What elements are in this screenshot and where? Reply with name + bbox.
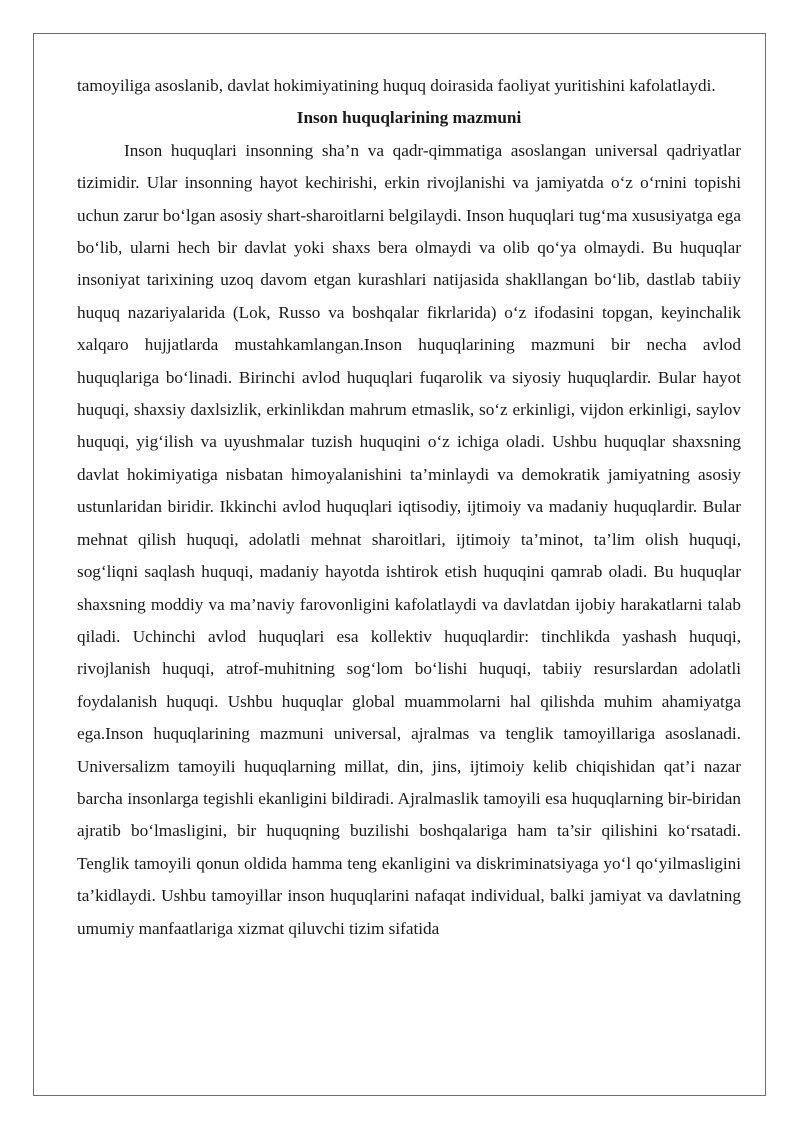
body-paragraph: Inson huquqlari insonning sha’n va qadr-qimmatiga asoslangan universal qadriyatlar tizimidir. Ular insonning hayot kechirishi, erkin rivojlanishi va jamiyatda o‘z o‘rnini topishi uchun zarur bo‘lgan asosiy shart-sharoitlarni belgilaydi. Inson huquqlari tug‘ma xususiyatga ega bo‘lib, ularni hech bir davlat yoki shaxs bera olmaydi va olib qo‘ya olmaydi. Bu huquqlar insoniyat tarixining uzoq davom etgan kurashlari natijasida shakllangan bo‘lib, dastlab tabiiy huquq nazariyalarida (Lok, Russo va boshqalar fikrlarida) o‘z ifodasini topgan, keyinchalik xalqaro hujjatlarda mustahkamlangan.Inson huquqlarining mazmuni bir necha avlod huquqlariga bo‘linadi. Birinchi avlod huquqlari fuqarolik va siyosiy huquqlardir. Bular hayot huquqi, shaxsiy daxlsizlik, erkinlikdan mahrum etmaslik, so‘z erkinligi, vijdon erkinligi, saylov huquqi, yig‘ilish va uyushmalar tuzish huquqini o‘z ichiga oladi. Ushbu huquqlar shaxsning davlat hokimiyatiga nisbatan himoyalanishini ta’minlaydi va demokratik jamiyatning asosiy ustunlaridan biridir. Ikkinchi avlod huquqlari iqtisodiy, ijtimoiy va madaniy huquqlardir. Bular mehnat qilish huquqi, adolatli mehnat sharoitlari, ijtimoiy ta’minot, ta’lim olish huquqi, sog‘liqni saqlash huquqi, madaniy hayotda ishtirok etish huquqini qamrab oladi. Bu huquqlar shaxsning moddiy va ma’naviy farovonligini kafolatlaydi va davlatdan ijobiy harakatlarni talab qiladi. Uchinchi avlod huquqlari esa kollektiv huquqlardir: tinchlikda yashash huquqi, rivojlanish huquqi, atrof-muhitning sog‘lom bo‘lishi huquqi, tabiiy resurslardan adolatli foydalanish huquqi. Ushbu huquqlar global muammolarni hal qilishda muhim ahamiyatga ega.Inson huquqlarining mazmuni universal, ajralmas va tenglik tamoyillariga asoslanadi. Universalizm tamoyili huquqlarning millat, din, jins, ijtimoiy kelib chiqishidan qat’i nazar barcha insonlarga tegishli ekanligini bildiradi. Ajralmaslik tamoyili esa huquqlarning bir-biridan ajratib bo‘lmasligini, bir huquqning buzilishi boshqalariga ham ta’sir qilishini ko‘rsatadi. Tenglik tamoyili qonun oldida hamma teng ekanligini va diskriminatsiyaga yo‘l qo‘yilmasligini ta’kidlaydi. Ushbu tamoyillar inson huquqlarini nafaqat individual, balki jamiyat va davlatning umumiy manfaatlariga xizmat qiluvchi tizim sifatida <box>77 140 741 938</box>
continuation-paragraph: tamoyiliga asoslanib, davlat hokimiyatining huquq doirasida faoliyat yuritishini kafolatlaydi. <box>77 76 716 95</box>
document-content <box>77 70 741 945</box>
section-heading: Inson huquqlarining mazmuni <box>296 108 522 128</box>
